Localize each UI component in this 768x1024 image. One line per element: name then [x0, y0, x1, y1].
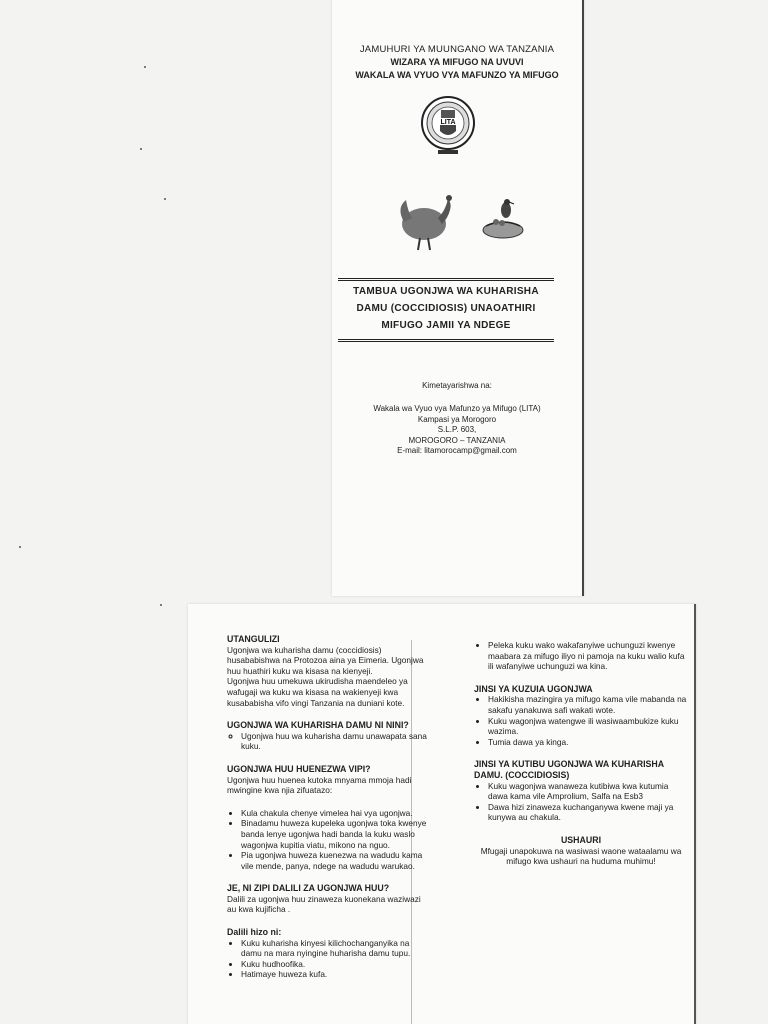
intro-heading: UTANGULIZI [227, 634, 280, 644]
what-list [227, 731, 427, 752]
prepared-by-label: Kimetayarishwa na: [422, 381, 492, 390]
prevent-list [474, 694, 688, 747]
list-item: • Binadamu huweza kupeleka ugonjwa toka kwenye banda lenye ugonjwa hadi banda la kuku waslo wagonjwa kupitia viatu, mikono na nguo. [241, 818, 427, 850]
logo-text: LITA [440, 119, 456, 126]
scan-speck [19, 546, 21, 548]
address-line: Kampasi ya Morogoro [417, 414, 497, 424]
scan-speck [160, 604, 162, 606]
prevent-heading: JINSI YA KUZUIA UGONJWA [474, 683, 593, 694]
intro-paragraph: Ugonjwa huu umekuwa ukirudisha maendeleo ya wafugaji wa kuku wa kisasa na wakienyeji kwa kusababisha vifo vingi Tanzania na duniani kote. [227, 676, 408, 708]
lab-list [474, 640, 688, 672]
address-line: Wakala wa Vyuo vya Mafunzo ya Mifugo (LITA) [373, 404, 541, 413]
cover-header-republic: JAMUHURI YA MUUNGANO WA TANZANIA [359, 44, 555, 55]
address-line: MOROGORO – TANZANIA [408, 435, 506, 445]
scan-speck [144, 66, 146, 68]
address-line: S.L.P. 603, [437, 425, 477, 434]
scan-speck [140, 148, 142, 150]
cover-title-line: MIFUGO JAMII YA NDEGE [381, 320, 511, 331]
bird-nest-illustration [478, 196, 528, 240]
cover-title [338, 278, 554, 342]
list-item: ◦ Ugonjwa huu wa kuharisha damu unawapata sana kuku. [241, 731, 427, 752]
right-column [474, 640, 688, 867]
list-item: • Kuku hudhoofika. [241, 959, 427, 970]
cover-header-agency: WAKALA WA VYUO VYA MAFUNZO YA MIFUGO [355, 70, 559, 80]
turkey-illustration [394, 190, 454, 252]
list-item: • Pia ugonjwa huweza kuenezwa na wadudu kama vile mende, panya, ndege na wadudu warukao. [241, 850, 427, 871]
list-item: • Hatimaye huweza kufa. [241, 969, 427, 980]
signs-heading: JE, NI ZIPI DALILI ZA UGONJWA HUU? [227, 883, 390, 894]
cover-header-ministry: WIZARA YA MIFUGO NA UVUVI [390, 57, 524, 67]
advice-heading: USHAURI [560, 834, 602, 845]
cover-title-line: DAMU (COCCIDIOSIS) UNAOATHIRI [356, 303, 536, 314]
signs-list [227, 938, 427, 980]
list-item: • Dawa hizi zinaweza kuchanganywa kwene maji ya kunywa au chakula. [488, 802, 688, 823]
advice-paragraph: Mfugaji unapokuwa na wasiwasi waone wataalamu wa mifugo kwa ushauri na huduma muhimu! [480, 845, 682, 867]
what-heading: UGONJWA WA KUHARISHA DAMU NI NINI? [227, 720, 409, 731]
left-column [227, 634, 427, 980]
lita-logo [420, 95, 476, 157]
treat-list [474, 781, 688, 823]
address-email: E-mail: litamorocamp@gmail.com [397, 446, 517, 455]
spread-heading: UGONJWA HUU HUENEZWA VIPI? [227, 763, 371, 774]
treat-heading: JINSI YA KUTIBU UGONJWA WA KUHARISHA DAMU. (COCCIDIOSIS) [474, 759, 664, 780]
signs-subheading: Dalili hizo ni: [227, 927, 282, 938]
list-item: • Peleka kuku wako wakafanyiwe uchunguzi kwenye maabara za mifugo iliyo ni pamoja na kuku walio kufa ili wafanyiwe uchunguzi wa kina. [488, 640, 688, 672]
signs-paragraph: Dalili za ugonjwa huu zinaweza kuonekana waziwazi au kwa kujificha . [227, 893, 421, 915]
list-item: • Hakikisha mazingira ya mifugo kama vile mabanda na sakafu yanakuwa safi wakati wote. [488, 694, 688, 715]
list-item: • Tumia dawa ya kinga. [488, 737, 688, 748]
scan-speck [164, 198, 166, 200]
cover-title-line: TAMBUA UGONJWA WA KUHARISHA [353, 286, 539, 297]
list-item: • Kula chakula chenye vimelea hai vya ugonjwa. [241, 808, 427, 819]
list-item: • Kuku wagonjwa wanaweza kutibiwa kwa kutumia dawa kama vile Amprolium, Salfa na Esb3 [488, 781, 688, 802]
spread-list [227, 808, 427, 872]
intro-paragraph: Ugonjwa wa kuharisha damu (coccidiosis) husababishwa na Protozoa aina ya Eimeria. Ugonjwa huu huathiri kuku wa kisasa na kienyeji. [227, 644, 424, 676]
spread-paragraph: Ugonjwa huu huenea kutoka mnyama mmoja hadi mwingine kwa njia zifuatazo: [227, 774, 412, 796]
list-item: • Kuku wagonjwa watengwe ili wasiwaambukize kuku wazima. [488, 716, 688, 737]
list-item: • Kuku kuharisha kinyesi kilichochanganyika na damu na mara nyingine huharisha damu tupu. [241, 938, 427, 959]
prepared-by-address [332, 404, 582, 457]
